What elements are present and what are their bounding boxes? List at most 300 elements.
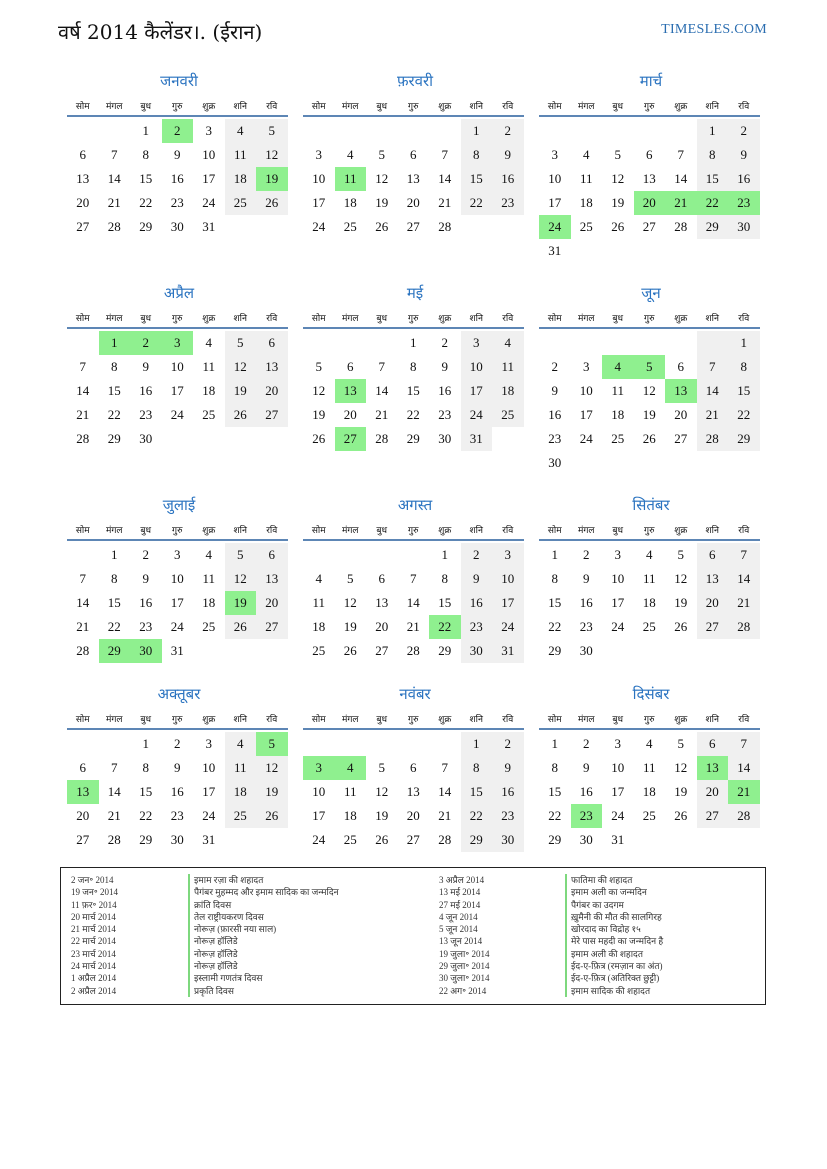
day-cell[interactable]: 27 [697, 615, 729, 639]
day-cell[interactable]: 27 [406, 219, 420, 234]
day-cell[interactable]: 17 [611, 595, 625, 610]
day-cell[interactable]: 2 [441, 335, 448, 350]
day-cell[interactable]: 20 [697, 591, 729, 615]
day-cell[interactable]: 29 [438, 643, 452, 658]
day-cell[interactable]: 20 [256, 379, 288, 403]
day-cell[interactable]: 9 [728, 143, 760, 167]
day-cell[interactable]: 4 [646, 547, 653, 562]
day-cell[interactable]: 14 [674, 171, 688, 186]
day-cell[interactable]: 28 [697, 427, 729, 451]
day-cell[interactable]: 5 [315, 359, 322, 374]
day-cell[interactable]: 1 [461, 732, 493, 756]
day-cell[interactable]: 25 [642, 619, 656, 634]
day-cell[interactable]: 30 [579, 643, 593, 658]
day-cell[interactable]: 20 [76, 195, 90, 210]
day-cell[interactable]: 20 [375, 619, 389, 634]
day-cell[interactable]: 22 [139, 195, 153, 210]
day-cell[interactable]: 12 [343, 595, 357, 610]
day-cell[interactable]: 2 [492, 732, 524, 756]
day-cell[interactable]: 14 [76, 595, 90, 610]
day-cell[interactable]: 29 [139, 832, 153, 847]
day-cell[interactable]: 1 [697, 119, 729, 143]
holiday-day-cell[interactable]: 21 [665, 191, 697, 215]
day-cell[interactable]: 25 [611, 431, 625, 446]
day-cell[interactable]: 22 [461, 191, 493, 215]
day-cell[interactable]: 14 [76, 383, 90, 398]
day-cell[interactable]: 15 [107, 595, 121, 610]
day-cell[interactable]: 17 [170, 595, 184, 610]
day-cell[interactable]: 2 [583, 547, 590, 562]
day-cell[interactable]: 16 [492, 167, 524, 191]
day-cell[interactable]: 16 [170, 784, 184, 799]
holiday-day-cell[interactable]: 21 [728, 780, 760, 804]
day-cell[interactable]: 2 [492, 119, 524, 143]
holiday-day-cell[interactable]: 13 [665, 379, 697, 403]
holiday-day-cell[interactable]: 23 [571, 804, 603, 828]
day-cell[interactable]: 11 [611, 383, 625, 398]
day-cell[interactable]: 8 [142, 760, 149, 775]
day-cell[interactable]: 31 [170, 643, 184, 658]
day-cell[interactable]: 3 [492, 543, 524, 567]
day-cell[interactable]: 31 [202, 219, 216, 234]
day-cell[interactable]: 21 [697, 403, 729, 427]
day-cell[interactable]: 13 [642, 171, 656, 186]
day-cell[interactable]: 24 [202, 195, 216, 210]
day-cell[interactable]: 23 [579, 619, 593, 634]
day-cell[interactable]: 31 [492, 639, 524, 663]
day-cell[interactable]: 4 [225, 732, 257, 756]
day-cell[interactable]: 4 [583, 147, 590, 162]
day-cell[interactable]: 10 [461, 355, 493, 379]
day-cell[interactable]: 24 [611, 619, 625, 634]
day-cell[interactable]: 29 [548, 832, 562, 847]
holiday-day-cell[interactable]: 22 [697, 191, 729, 215]
day-cell[interactable]: 18 [642, 595, 656, 610]
day-cell[interactable]: 23 [170, 808, 184, 823]
day-cell[interactable]: 6 [410, 760, 417, 775]
day-cell[interactable]: 1 [461, 119, 493, 143]
holiday-day-cell[interactable]: 29 [99, 639, 131, 663]
day-cell[interactable]: 21 [107, 808, 121, 823]
holiday-day-cell[interactable]: 13 [67, 780, 99, 804]
day-cell[interactable]: 23 [461, 615, 493, 639]
day-cell[interactable]: 6 [347, 359, 354, 374]
day-cell[interactable]: 24 [611, 808, 625, 823]
day-cell[interactable]: 14 [697, 379, 729, 403]
day-cell[interactable]: 17 [579, 407, 593, 422]
day-cell[interactable]: 21 [728, 591, 760, 615]
day-cell[interactable]: 11 [225, 756, 257, 780]
day-cell[interactable]: 4 [492, 331, 524, 355]
day-cell[interactable]: 21 [76, 619, 90, 634]
day-cell[interactable]: 13 [375, 595, 389, 610]
day-cell[interactable]: 28 [107, 219, 121, 234]
day-cell[interactable]: 24 [461, 403, 493, 427]
day-cell[interactable]: 22 [548, 619, 562, 634]
day-cell[interactable]: 28 [438, 219, 452, 234]
holiday-day-cell[interactable]: 23 [728, 191, 760, 215]
day-cell[interactable]: 3 [315, 147, 322, 162]
day-cell[interactable]: 22 [139, 808, 153, 823]
day-cell[interactable]: 9 [142, 571, 149, 586]
day-cell[interactable]: 23 [492, 191, 524, 215]
day-cell[interactable]: 3 [205, 736, 212, 751]
day-cell[interactable]: 17 [492, 591, 524, 615]
day-cell[interactable]: 9 [461, 567, 493, 591]
day-cell[interactable]: 24 [579, 431, 593, 446]
day-cell[interactable]: 26 [375, 219, 389, 234]
day-cell[interactable]: 26 [611, 219, 625, 234]
day-cell[interactable]: 1 [142, 123, 149, 138]
day-cell[interactable]: 4 [205, 335, 212, 350]
day-cell[interactable]: 13 [76, 171, 90, 186]
day-cell[interactable]: 20 [406, 808, 420, 823]
day-cell[interactable]: 29 [728, 427, 760, 451]
day-cell[interactable]: 19 [343, 619, 357, 634]
day-cell[interactable]: 12 [375, 784, 389, 799]
day-cell[interactable]: 3 [583, 359, 590, 374]
day-cell[interactable]: 4 [225, 119, 257, 143]
holiday-day-cell[interactable]: 5 [634, 355, 666, 379]
day-cell[interactable]: 17 [202, 171, 216, 186]
holiday-day-cell[interactable]: 20 [634, 191, 666, 215]
day-cell[interactable]: 8 [441, 571, 448, 586]
day-cell[interactable]: 9 [492, 756, 524, 780]
holiday-day-cell[interactable]: 13 [335, 379, 367, 403]
day-cell[interactable]: 18 [202, 383, 216, 398]
day-cell[interactable]: 31 [548, 243, 562, 258]
day-cell[interactable]: 5 [225, 543, 257, 567]
day-cell[interactable]: 11 [492, 355, 524, 379]
day-cell[interactable]: 23 [139, 619, 153, 634]
day-cell[interactable]: 9 [174, 760, 181, 775]
day-cell[interactable]: 12 [312, 383, 326, 398]
holiday-day-cell[interactable]: 2 [162, 119, 194, 143]
holiday-day-cell[interactable]: 1 [99, 331, 131, 355]
day-cell[interactable]: 15 [697, 167, 729, 191]
day-cell[interactable]: 10 [611, 571, 625, 586]
day-cell[interactable]: 15 [728, 379, 760, 403]
day-cell[interactable]: 9 [583, 571, 590, 586]
day-cell[interactable]: 10 [548, 171, 562, 186]
day-cell[interactable]: 30 [170, 219, 184, 234]
day-cell[interactable]: 22 [107, 407, 121, 422]
day-cell[interactable]: 6 [256, 543, 288, 567]
day-cell[interactable]: 18 [492, 379, 524, 403]
day-cell[interactable]: 10 [492, 567, 524, 591]
day-cell[interactable]: 31 [202, 832, 216, 847]
day-cell[interactable]: 7 [697, 355, 729, 379]
holiday-day-cell[interactable]: 30 [130, 639, 162, 663]
day-cell[interactable]: 21 [107, 195, 121, 210]
day-cell[interactable]: 16 [139, 595, 153, 610]
day-cell[interactable]: 29 [548, 643, 562, 658]
day-cell[interactable]: 30 [170, 832, 184, 847]
day-cell[interactable]: 11 [343, 784, 357, 799]
day-cell[interactable]: 21 [406, 619, 420, 634]
day-cell[interactable]: 7 [79, 571, 86, 586]
day-cell[interactable]: 9 [551, 383, 558, 398]
day-cell[interactable]: 12 [674, 760, 688, 775]
day-cell[interactable]: 28 [728, 804, 760, 828]
day-cell[interactable]: 16 [438, 383, 452, 398]
day-cell[interactable]: 12 [225, 567, 257, 591]
day-cell[interactable]: 15 [548, 784, 562, 799]
day-cell[interactable]: 10 [170, 571, 184, 586]
day-cell[interactable]: 7 [441, 760, 448, 775]
day-cell[interactable]: 18 [202, 595, 216, 610]
day-cell[interactable]: 11 [642, 760, 656, 775]
day-cell[interactable]: 1 [441, 547, 448, 562]
day-cell[interactable]: 24 [312, 219, 326, 234]
day-cell[interactable]: 8 [551, 760, 558, 775]
day-cell[interactable]: 12 [256, 143, 288, 167]
day-cell[interactable]: 30 [579, 832, 593, 847]
site-link[interactable]: TIMESLES.COM [661, 22, 767, 37]
day-cell[interactable]: 28 [107, 832, 121, 847]
day-cell[interactable]: 16 [728, 167, 760, 191]
day-cell[interactable]: 16 [139, 383, 153, 398]
day-cell[interactable]: 28 [375, 431, 389, 446]
day-cell[interactable]: 3 [551, 147, 558, 162]
day-cell[interactable]: 2 [551, 359, 558, 374]
day-cell[interactable]: 8 [728, 355, 760, 379]
day-cell[interactable]: 27 [256, 615, 288, 639]
day-cell[interactable]: 3 [614, 547, 621, 562]
day-cell[interactable]: 6 [677, 359, 684, 374]
day-cell[interactable]: 8 [461, 143, 493, 167]
day-cell[interactable]: 12 [611, 171, 625, 186]
day-cell[interactable]: 30 [492, 828, 524, 852]
day-cell[interactable]: 14 [728, 756, 760, 780]
day-cell[interactable]: 22 [548, 808, 562, 823]
day-cell[interactable]: 16 [548, 407, 562, 422]
day-cell[interactable]: 6 [410, 147, 417, 162]
day-cell[interactable]: 4 [646, 736, 653, 751]
day-cell[interactable]: 29 [139, 219, 153, 234]
holiday-day-cell[interactable]: 22 [429, 615, 461, 639]
day-cell[interactable]: 26 [256, 804, 288, 828]
day-cell[interactable]: 3 [205, 123, 212, 138]
day-cell[interactable]: 4 [315, 571, 322, 586]
day-cell[interactable]: 14 [728, 567, 760, 591]
day-cell[interactable]: 26 [225, 403, 257, 427]
day-cell[interactable]: 24 [492, 615, 524, 639]
day-cell[interactable]: 11 [642, 571, 656, 586]
holiday-day-cell[interactable]: 4 [335, 756, 367, 780]
day-cell[interactable]: 17 [461, 379, 493, 403]
day-cell[interactable]: 21 [438, 195, 452, 210]
day-cell[interactable]: 10 [611, 760, 625, 775]
holiday-day-cell[interactable]: 2 [130, 331, 162, 355]
day-cell[interactable]: 25 [225, 191, 257, 215]
holiday-day-cell[interactable]: 13 [697, 756, 729, 780]
day-cell[interactable]: 5 [677, 736, 684, 751]
day-cell[interactable]: 6 [646, 147, 653, 162]
day-cell[interactable]: 25 [202, 619, 216, 634]
day-cell[interactable]: 20 [406, 195, 420, 210]
day-cell[interactable]: 26 [225, 615, 257, 639]
day-cell[interactable]: 12 [225, 355, 257, 379]
day-cell[interactable]: 30 [548, 455, 562, 470]
day-cell[interactable]: 24 [170, 619, 184, 634]
day-cell[interactable]: 19 [375, 808, 389, 823]
day-cell[interactable]: 21 [438, 808, 452, 823]
day-cell[interactable]: 15 [461, 167, 493, 191]
holiday-day-cell[interactable]: 4 [602, 355, 634, 379]
day-cell[interactable]: 9 [441, 359, 448, 374]
day-cell[interactable]: 15 [438, 595, 452, 610]
day-cell[interactable]: 17 [312, 195, 326, 210]
day-cell[interactable]: 8 [111, 571, 118, 586]
day-cell[interactable]: 2 [728, 119, 760, 143]
day-cell[interactable]: 18 [225, 780, 257, 804]
day-cell[interactable]: 24 [202, 808, 216, 823]
day-cell[interactable]: 7 [111, 760, 118, 775]
day-cell[interactable]: 10 [202, 760, 216, 775]
day-cell[interactable]: 6 [697, 732, 729, 756]
day-cell[interactable]: 25 [202, 407, 216, 422]
day-cell[interactable]: 19 [611, 195, 625, 210]
day-cell[interactable]: 11 [202, 359, 216, 374]
day-cell[interactable]: 8 [461, 756, 493, 780]
holiday-day-cell[interactable]: 19 [256, 167, 288, 191]
day-cell[interactable]: 11 [579, 171, 593, 186]
day-cell[interactable]: 15 [139, 784, 153, 799]
day-cell[interactable]: 15 [548, 595, 562, 610]
day-cell[interactable]: 3 [174, 547, 181, 562]
day-cell[interactable]: 18 [343, 195, 357, 210]
day-cell[interactable]: 29 [697, 215, 729, 239]
day-cell[interactable]: 15 [406, 383, 420, 398]
day-cell[interactable]: 21 [76, 407, 90, 422]
day-cell[interactable]: 1 [728, 331, 760, 355]
day-cell[interactable]: 30 [139, 431, 153, 446]
day-cell[interactable]: 27 [406, 832, 420, 847]
day-cell[interactable]: 9 [142, 359, 149, 374]
day-cell[interactable]: 28 [406, 643, 420, 658]
day-cell[interactable]: 28 [438, 832, 452, 847]
day-cell[interactable]: 7 [378, 359, 385, 374]
day-cell[interactable]: 28 [76, 431, 90, 446]
day-cell[interactable]: 6 [79, 760, 86, 775]
day-cell[interactable]: 12 [256, 756, 288, 780]
day-cell[interactable]: 2 [583, 736, 590, 751]
day-cell[interactable]: 8 [551, 571, 558, 586]
day-cell[interactable]: 26 [674, 808, 688, 823]
day-cell[interactable]: 15 [461, 780, 493, 804]
day-cell[interactable]: 25 [225, 804, 257, 828]
day-cell[interactable]: 16 [170, 171, 184, 186]
day-cell[interactable]: 17 [202, 784, 216, 799]
day-cell[interactable]: 23 [438, 407, 452, 422]
holiday-day-cell[interactable]: 3 [162, 331, 194, 355]
day-cell[interactable]: 5 [378, 760, 385, 775]
day-cell[interactable]: 27 [674, 431, 688, 446]
day-cell[interactable]: 14 [438, 784, 452, 799]
day-cell[interactable]: 1 [142, 736, 149, 751]
holiday-day-cell[interactable]: 11 [335, 167, 367, 191]
day-cell[interactable]: 20 [674, 407, 688, 422]
day-cell[interactable]: 5 [347, 571, 354, 586]
holiday-day-cell[interactable]: 5 [256, 732, 288, 756]
day-cell[interactable]: 28 [674, 219, 688, 234]
day-cell[interactable]: 5 [378, 147, 385, 162]
day-cell[interactable]: 5 [225, 331, 257, 355]
day-cell[interactable]: 25 [343, 219, 357, 234]
day-cell[interactable]: 24 [312, 832, 326, 847]
holiday-day-cell[interactable]: 27 [335, 427, 367, 451]
day-cell[interactable]: 26 [312, 431, 326, 446]
day-cell[interactable]: 16 [579, 784, 593, 799]
day-cell[interactable]: 27 [642, 219, 656, 234]
day-cell[interactable]: 24 [170, 407, 184, 422]
day-cell[interactable]: 23 [139, 407, 153, 422]
day-cell[interactable]: 2 [174, 736, 181, 751]
day-cell[interactable]: 5 [677, 547, 684, 562]
day-cell[interactable]: 8 [697, 143, 729, 167]
day-cell[interactable]: 26 [375, 832, 389, 847]
day-cell[interactable]: 12 [674, 571, 688, 586]
day-cell[interactable]: 27 [76, 832, 90, 847]
day-cell[interactable]: 18 [312, 619, 326, 634]
day-cell[interactable]: 27 [375, 643, 389, 658]
day-cell[interactable]: 6 [256, 331, 288, 355]
day-cell[interactable]: 25 [642, 808, 656, 823]
day-cell[interactable]: 28 [76, 643, 90, 658]
day-cell[interactable]: 7 [79, 359, 86, 374]
day-cell[interactable]: 8 [111, 359, 118, 374]
day-cell[interactable]: 18 [611, 407, 625, 422]
day-cell[interactable]: 10 [202, 147, 216, 162]
day-cell[interactable]: 25 [579, 219, 593, 234]
day-cell[interactable]: 14 [375, 383, 389, 398]
holiday-day-cell[interactable]: 19 [225, 591, 257, 615]
day-cell[interactable]: 9 [174, 147, 181, 162]
day-cell[interactable]: 26 [674, 619, 688, 634]
day-cell[interactable]: 5 [614, 147, 621, 162]
day-cell[interactable]: 19 [674, 595, 688, 610]
day-cell[interactable]: 14 [406, 595, 420, 610]
day-cell[interactable]: 15 [139, 171, 153, 186]
day-cell[interactable]: 29 [107, 431, 121, 446]
holiday-day-cell[interactable]: 3 [303, 756, 335, 780]
day-cell[interactable]: 4 [205, 547, 212, 562]
day-cell[interactable]: 30 [728, 215, 760, 239]
day-cell[interactable]: 28 [728, 615, 760, 639]
day-cell[interactable]: 7 [728, 543, 760, 567]
day-cell[interactable]: 1 [111, 547, 118, 562]
day-cell[interactable]: 12 [642, 383, 656, 398]
day-cell[interactable]: 11 [225, 143, 257, 167]
day-cell[interactable]: 7 [441, 147, 448, 162]
day-cell[interactable]: 14 [107, 784, 121, 799]
day-cell[interactable]: 19 [642, 407, 656, 422]
day-cell[interactable]: 19 [312, 407, 326, 422]
day-cell[interactable]: 16 [492, 780, 524, 804]
day-cell[interactable]: 10 [579, 383, 593, 398]
day-cell[interactable]: 23 [492, 804, 524, 828]
day-cell[interactable]: 30 [461, 639, 493, 663]
day-cell[interactable]: 14 [438, 171, 452, 186]
day-cell[interactable]: 20 [256, 591, 288, 615]
day-cell[interactable]: 22 [461, 804, 493, 828]
day-cell[interactable]: 14 [107, 171, 121, 186]
day-cell[interactable]: 17 [170, 383, 184, 398]
day-cell[interactable]: 7 [410, 571, 417, 586]
day-cell[interactable]: 27 [76, 219, 90, 234]
day-cell[interactable]: 2 [461, 543, 493, 567]
